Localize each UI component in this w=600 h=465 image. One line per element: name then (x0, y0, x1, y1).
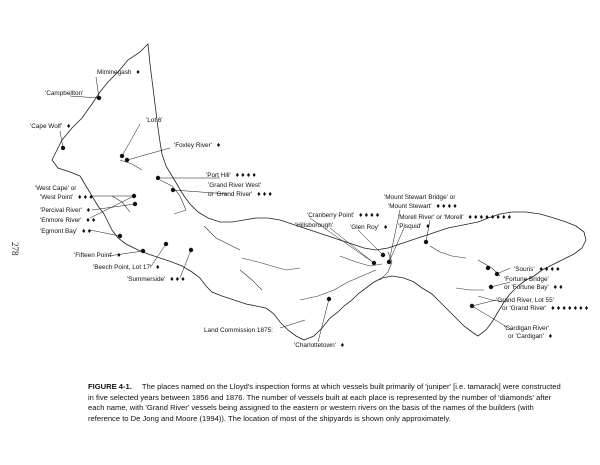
vessel-count-diamonds: ♦♦♦ (256, 192, 274, 198)
place-label (398, 214, 513, 221)
place-name: 'Beech Point, Lot 17' (93, 264, 152, 271)
place-label (504, 325, 549, 332)
place-label (508, 333, 553, 340)
place-name: 'Mount Stewart' (388, 203, 432, 210)
place-label (350, 224, 389, 231)
place-name: 'Hillsborough' (295, 222, 333, 229)
place-label (208, 182, 261, 189)
vessel-count-diamonds: ♦ (85, 208, 92, 214)
place-name: Land Commission 1875: (204, 327, 273, 334)
place-name: 'Foxley River' (174, 142, 212, 149)
place-label (174, 142, 222, 149)
vessel-count-diamonds: ♦♦ (552, 285, 564, 291)
vessel-count-diamonds: ♦♦ (85, 218, 97, 224)
place-name: 'Campbellton' (45, 90, 84, 97)
place-label (295, 222, 333, 229)
place-name: or 'Grand River' (502, 305, 547, 312)
place-name: 'West Point' (40, 194, 74, 201)
place-label (398, 223, 431, 230)
vessel-count-diamonds: ♦♦♦♦ (435, 204, 459, 210)
vessel-count-diamonds: ♦♦♦♦ (538, 267, 562, 273)
vessel-count-diamonds: ♦ (135, 70, 142, 76)
place-name: 'Cape Wolf' (30, 123, 63, 130)
place-label (127, 276, 186, 283)
place-label (97, 69, 141, 76)
place-name: 'Grand River West' (208, 182, 262, 189)
place-label (146, 117, 163, 124)
place-name: 'Cranberry Point' (307, 212, 355, 219)
vessel-count-diamonds: ♦♦♦♦ (234, 173, 258, 179)
caption-text: The places named on the Lloyd's inspection forms at which vessels built primarily of 'juniper' [i.e. tamarack] were constructed in five selected years between 1856 and 1876. The number of vessels built at each place is represented by the number of 'diamonds' after each name, with 'Grand River' vessels being assigned to the eastern or western rivers on the basis of the names of the builders (with reference to De Jong and Moore (1994)). The location of most of the shipyards is shown only approximately. (88, 382, 561, 423)
place-label (30, 123, 72, 130)
place-label (93, 264, 161, 271)
place-name: or 'Fortune Bay' (504, 284, 549, 291)
place-label (74, 252, 122, 259)
place-name: 'Fortune Bridge' (504, 276, 549, 283)
vessel-count-diamonds: ♦♦♦ (77, 195, 95, 201)
vessel-count-diamonds: ♦ (116, 253, 122, 259)
vessel-count-diamonds: ♦ (425, 224, 432, 230)
place-name: 'Summerside' (127, 276, 166, 283)
place-name: 'Enmore River' (40, 217, 82, 224)
place-label (307, 212, 381, 219)
place-labels (30, 69, 590, 349)
place-label (514, 266, 561, 273)
place-label (40, 207, 91, 214)
place-name: 'West Cape' or (35, 185, 77, 192)
place-name: 'Morell River' or 'Morell' (398, 214, 464, 221)
figure-caption (88, 382, 564, 424)
vessel-count-diamonds: ♦ (155, 265, 161, 271)
place-name: 'Pisquid' (398, 223, 422, 230)
place-label (40, 194, 94, 201)
place-name: 'Fifteen Point' (74, 252, 113, 259)
place-label (40, 228, 93, 235)
place-label (502, 305, 590, 312)
page-number: 278 (10, 242, 20, 256)
place-label (206, 172, 257, 179)
vessel-count-diamonds: ♦♦ (81, 229, 93, 235)
vessel-count-diamonds: ♦♦♦♦♦♦♦ (550, 306, 590, 312)
place-label (294, 342, 346, 349)
vessel-count-diamonds: ♦ (339, 343, 346, 349)
place-name: 'Glen Roy' (350, 224, 380, 231)
place-name: or 'Cardigan' (508, 333, 544, 340)
figure-label: FIGURE 4-1. (88, 382, 132, 391)
place-label (388, 203, 458, 210)
vessel-count-diamonds: ♦ (547, 334, 554, 340)
place-name: 'Egmont Bay' (40, 228, 78, 235)
place-name: 'Mount Stewart Bridge' or (384, 194, 456, 201)
vessel-count-diamonds: ♦ (66, 124, 72, 130)
place-name: or 'Grand River' (208, 191, 253, 198)
place-name: 'Port Hill' (206, 172, 231, 179)
place-name: 'Cardigan River' (504, 325, 550, 332)
place-label (204, 327, 273, 334)
place-label (504, 284, 564, 291)
place-label (40, 217, 97, 224)
place-name: 'Lot 6' (146, 117, 163, 124)
vessel-count-diamonds: ♦♦♦ (169, 277, 187, 283)
place-name: 'Grand River, Lot 55' (496, 297, 554, 304)
place-label (35, 185, 77, 192)
place-name: 'Souris' (514, 266, 535, 273)
vessel-count-diamonds: ♦♦♦♦♦♦♦♦ (467, 215, 513, 221)
place-label (384, 194, 456, 201)
place-name: 'Percival River' (40, 207, 82, 214)
place-label (45, 90, 83, 97)
place-name: Miminegash (97, 69, 132, 76)
vessel-count-diamonds: ♦ (215, 143, 222, 149)
vessel-count-diamonds: ♦ (383, 225, 389, 231)
vessel-count-diamonds: ♦♦♦♦ (358, 213, 381, 219)
place-name: 'Charlottetown' (294, 342, 336, 349)
place-label (208, 191, 273, 198)
place-label (496, 297, 554, 304)
place-label (504, 276, 549, 283)
